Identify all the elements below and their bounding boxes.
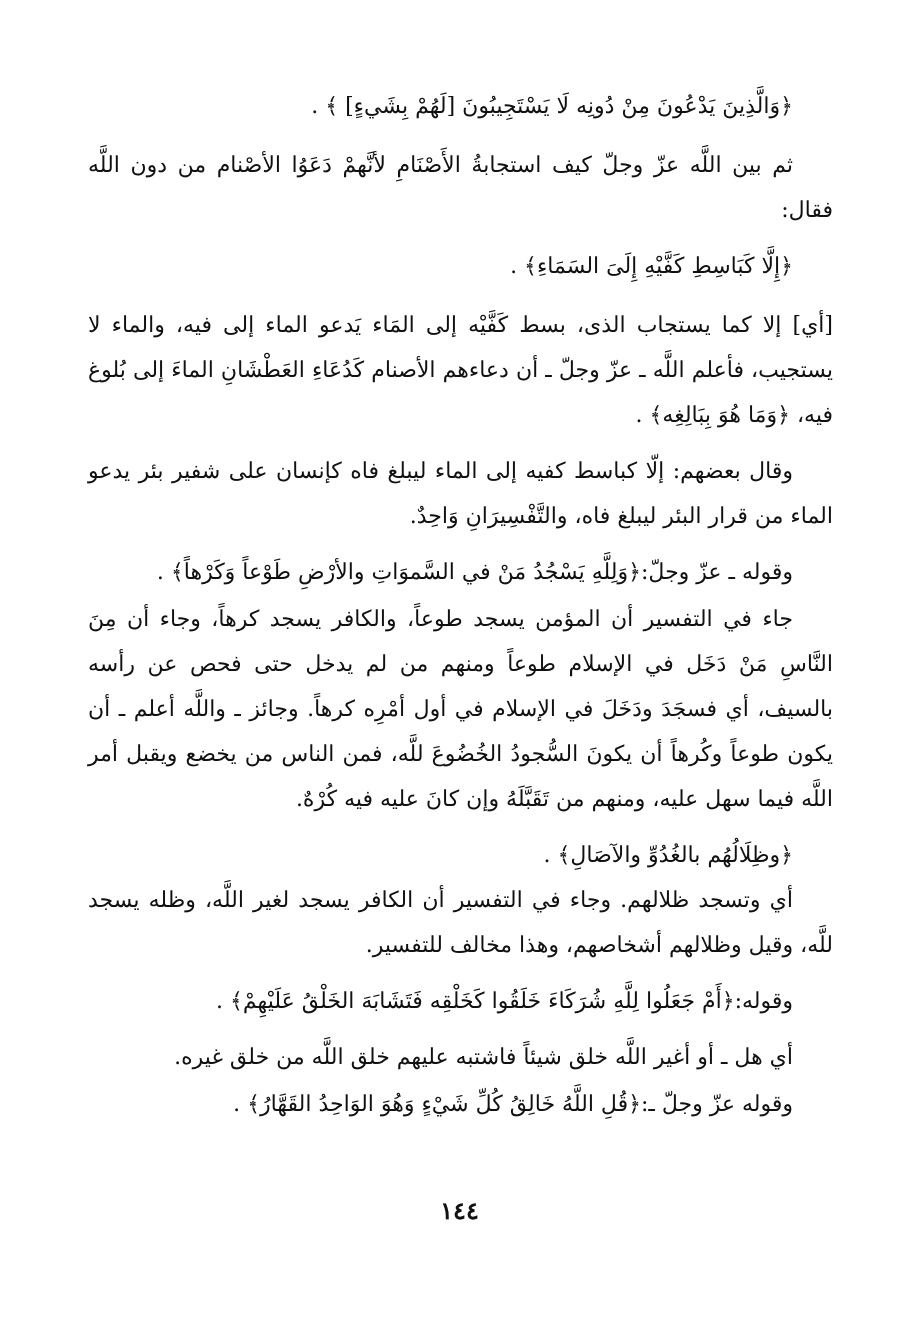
paragraph: ثم بين اللَّه عزّ وجلّ كيف استجابةُ الأَصْنَامِ لأنَّهمْ دَعَوُا الأصْنام من دون اللَّه فقال:: [88, 153, 833, 223]
page-body: [88, 84, 833, 1138]
paragraph: وقوله ـ عزّ وجلّ:﴿وَلِلَّهِ يَسْجُدُ مَنْ في السَّموَاتِ والأرْضِ طَوْعاً وَكَرْهاً﴾ .: [156, 560, 793, 585]
paragraph: أي وتسجد ظلالهم. وجاء في التفسير أن الكافر يسجد لغير اللَّه، وظله يسجد للَّه، وقيل وظلالهم أشخاصهم، وهذا مخالف للتفسير.: [88, 888, 833, 958]
paragraph: [أي] إلا كما يستجاب الذى، بسط كَفَّيْه إلى المَاء يَدعو الماء إلى فيه، والماء لا يستجيب، فأعلم اللَّه ـ عزّ وجلّ ـ أن دعاءهم الأصنام كَدُعَاءِ العَطْشَانِ الماءَ إلى بُلوغ فيه، ﴿وَمَا هُوَ بِبَالِغِه﴾ .: [88, 313, 833, 428]
paragraph: وقوله:﴿أَمْ جَعَلُوا لِلَّهِ شُرَكَاءَ خَلَقُوا كَخَلْقِه فَتَشَابَهَ الخَلْقُ عَلَيْهِمْ﴾ .: [216, 989, 793, 1014]
paragraph: وقوله عزّ وجلّ ـ:﴿قُلِ اللَّهُ خَالِقُ كُلِّ شَيْءٍ وَهُوَ الوَاحِدُ القَهَّارُ﴾ .: [233, 1092, 793, 1117]
verse-quote: ﴿وَالَّذِينَ يَدْعُونَ مِنْ دُونِه لَا يَسْتَجِيبُونَ [لَهُمْ بِشَيءٍ] ﴾ .: [311, 94, 793, 119]
paragraph: أي هل ـ أو أغير اللَّه خلق شيئاً فاشتبه عليهم خلق اللَّه من خلق غيره.: [174, 1045, 793, 1070]
verse-quote: ﴿إِلَّا كَبَاسِطِ كَفَّيْهِ إِلَىَ السَمَاءِ﴾ .: [510, 254, 793, 279]
page-number: ١٤٤: [440, 1196, 479, 1225]
paragraph: جاء في التفسير أن المؤمن يسجد طوعاً، والكافر يسجد كرهاً، وجاء أن مِنَ النَّاسِ مَنْ دَخَل في الإسلام طوعاً ومنهم من لم يدخل حتى فحص عن رأسه بالسيف، أي فسجَدَ ودَخَلَ في الإسلام في أول أمْرِه كرهاً. وجائز ـ واللَّه أعلم ـ أن يكون طوعاً وكُرهاً أن يكونَ السُّجودُ الخُضُوعَ للَّه، فمن الناس من يخضع ويقبل أمر اللَّه فيما سهل عليه، ومنهم من تَقَبَّلَهُ وإن كانَ عليه فيه كُرْهٌ.: [88, 607, 833, 812]
paragraph: وقال بعضهم: إلّا كباسط كفيه إلى الماء ليبلغ فاه كإنسان على شفير بئر يدعو الماء من قرار البئر ليبلغ فاه، والتَّفْسِيرَانِ وَاحِدٌ.: [88, 459, 833, 529]
verse-quote: ﴿وظِلَالُهُم بالغُدُوِّ والآصَالِ﴾ .: [543, 843, 793, 868]
